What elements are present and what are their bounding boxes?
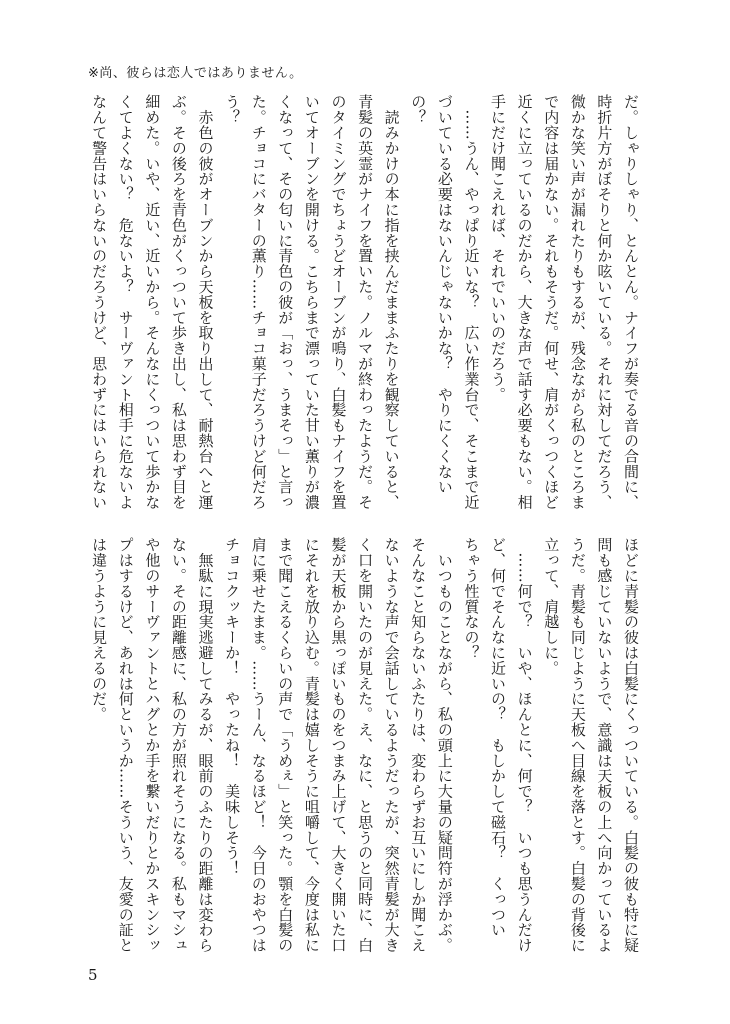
text-column: う？ xyxy=(223,94,242,125)
text-column: ど、何でそんなに近いの？ もしかして磁石？ くっつい xyxy=(489,537,508,938)
text-column: ……何で？ いや、ほんとに、何で？ いつも思うんだけ xyxy=(515,537,534,953)
text-column: ……うん、やっぱり近いな？ 広い作業台で、そこまで近 xyxy=(462,94,481,510)
text-column: なんて警告はいらないのだろうけど、思わずにはいられない xyxy=(90,94,109,510)
text-column: で内容は届かない。それもそうだ。何せ、肩がくっつくほど xyxy=(542,94,561,510)
text-tier-bottom xyxy=(84,537,644,961)
text-column: 微かな笑い声が漏れたりもするが、残念ながら私のところま xyxy=(568,94,587,510)
text-column: 時折片方がぼそりと何か呟いている。それに対してだろう、 xyxy=(595,94,614,510)
author-note: ※尚、彼らは恋人ではありません。 xyxy=(88,66,303,81)
text-column: の？ xyxy=(409,94,428,125)
text-column: 赤色の彼がオーブンから天板を取り出して、耐熱台へと運 xyxy=(196,94,215,510)
text-column: ないような声で会話しているようだったが、突然青髪が大き xyxy=(382,537,401,953)
text-column: 手にだけ聞こえれば、それでいいのだろう。 xyxy=(489,94,508,402)
text-column: 髪が天板から黒っぽいものをつまみ上げて、大きく開いた口 xyxy=(329,537,348,953)
text-column: ちゃう性質なの？ xyxy=(462,537,481,661)
text-column: のタイミングでちょうどオーブンが鳴り、白髪もナイフを置 xyxy=(329,94,348,510)
text-column: 問も感じていないようで、意識は天板の上へ向かっているよ xyxy=(595,537,614,953)
text-column: くてよくない？ 危ないよ？ サーヴァント相手に危ないよ xyxy=(116,94,135,510)
text-column: は違うように見えるのだ。 xyxy=(90,537,109,722)
text-column: 立って、肩越しに。 xyxy=(542,537,561,676)
text-column: まで聞こえるくらいの声で「うめぇ」と笑った。顎を白髪の xyxy=(276,537,295,953)
text-column: にそれを放り込む。青髪は嬉しそうに咀嚼して、今度は私に xyxy=(302,537,321,953)
text-column: 読みかけの本に指を挟んだままふたりを観察していると、 xyxy=(382,94,401,510)
text-column: 近くに立っているのだから、大きな声で話す必要もない。相 xyxy=(515,94,534,510)
text-column: ほどに青髪の彼は白髪にくっついている。白髪の彼も特に疑 xyxy=(622,537,640,953)
text-column: プはするけど、あれは何というか……そういう、友愛の証と xyxy=(116,537,135,953)
text-column: ぶ。その後ろを青色がくっついて歩き出し、私は思わず目を xyxy=(169,94,188,510)
text-column: くなって、その匂いに青色の彼が「おっ、うまそっ」と言っ xyxy=(276,94,295,510)
text-column: 細めた。いや、近い、近いから。そんなにくっついて歩かな xyxy=(143,94,162,510)
page-number: 5 xyxy=(88,966,98,984)
text-column: だ。しゃりしゃり、とんとん。ナイフが奏でる音の合間に、 xyxy=(622,94,640,510)
text-column: く口を開いたのが見えた。え、なに、と思うのと同時に、白 xyxy=(356,537,375,953)
text-column: ない。その距離感に、私の方が照れそうになる。私もマシュ xyxy=(169,537,188,953)
text-column: た。チョコにバターの薫り……チョコ菓子だろうけど何だろ xyxy=(249,94,268,510)
text-column: や他のサーヴァントとハグとか手を繋いだりとかスキンシッ xyxy=(143,537,162,953)
text-column: そんなこと知らないふたりは、変わらずお互いにしか聞こえ xyxy=(409,537,428,953)
text-column: 肩に乗せたまま。……うーん、なるほど！ 今日のおやつは xyxy=(249,537,268,953)
text-column: うだ。青髪も同じように天板へ目線を落とす。白髪の背後に xyxy=(568,537,587,953)
text-tier-top xyxy=(84,94,644,518)
text-column: 無駄に現実逃避してみるが、眼前のふたりの距離は変わら xyxy=(196,537,215,953)
text-column: チョコクッキーか！ やったね！ 美味しそう！ xyxy=(223,537,242,876)
text-column: 青髪の英霊がナイフを置いた。ノルマが終わったようだ。そ xyxy=(356,94,375,510)
text-column: いてオーブンを開ける。こちらまで漂っていた甘い薫りが濃 xyxy=(302,94,321,510)
text-column: いつものことながら、私の頭上に大量の疑問符が浮かぶ。 xyxy=(435,537,454,953)
text-column: づいている必要はないんじゃないかな？ やりにくくない xyxy=(435,94,454,495)
